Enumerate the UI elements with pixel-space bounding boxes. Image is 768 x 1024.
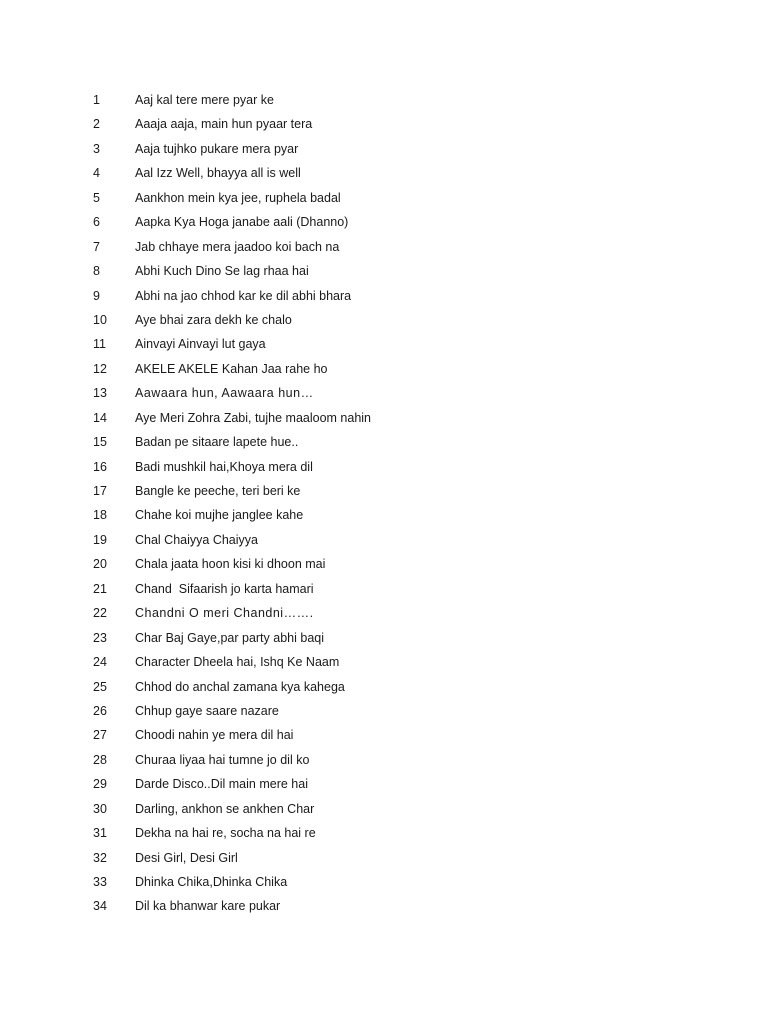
song-title: Aye bhai zara dekh ke chalo	[135, 312, 292, 327]
song-number: 30	[93, 801, 107, 816]
list-item	[0, 186, 768, 210]
song-number: 12	[93, 361, 107, 376]
list-item	[0, 577, 768, 601]
song-number: 23	[93, 630, 107, 645]
song-title: Chala jaata hoon kisi ki dhoon mai	[135, 557, 326, 572]
list-item	[0, 528, 768, 552]
list-item	[0, 381, 768, 405]
song-title: Aapka Kya Hoga janabe aali (Dhanno)	[135, 215, 349, 230]
song-title: Abhi na jao chhod kar ke dil abhi bhara	[135, 288, 352, 303]
song-title: Character Dheela hai, Ishq Ke Naam	[135, 655, 340, 670]
list-item	[0, 308, 768, 332]
list-item	[0, 846, 768, 870]
list-item	[0, 112, 768, 136]
song-number: 4	[93, 166, 100, 181]
song-number: 32	[93, 850, 107, 865]
song-title: Chahe koi mujhe janglee kahe	[135, 508, 304, 523]
list-item	[0, 601, 768, 625]
song-number: 22	[93, 606, 107, 621]
song-title: Chand Sifaarish jo karta hamari	[135, 581, 314, 596]
list-item	[0, 626, 768, 650]
song-number: 18	[93, 508, 107, 523]
list-item	[0, 699, 768, 723]
list-item	[0, 870, 768, 894]
song-title: Chhod do anchal zamana kya kahega	[135, 679, 345, 694]
song-title: Darling, ankhon se ankhen Char	[135, 801, 315, 816]
song-number: 3	[93, 141, 100, 156]
song-number: 15	[93, 435, 107, 450]
list-item	[0, 137, 768, 161]
list-item	[0, 723, 768, 747]
list-item	[0, 650, 768, 674]
song-title: Churaa liyaa hai tumne jo dil ko	[135, 752, 310, 767]
song-title: Aaja tujhko pukare mera pyar	[135, 141, 299, 156]
song-title: Ainvayi Ainvayi lut gaya	[135, 337, 266, 352]
list-item	[0, 552, 768, 576]
song-number: 21	[93, 581, 107, 596]
song-title: Darde Disco..Dil main mere hai	[135, 777, 308, 792]
song-title: Bangle ke peeche, teri beri ke	[135, 484, 301, 498]
song-title: Dil ka bhanwar kare pukar	[135, 899, 281, 914]
song-number: 10	[93, 312, 107, 327]
song-number: 17	[93, 484, 107, 498]
song-number: 11	[93, 337, 106, 352]
song-title: Aankhon mein kya jee, ruphela badal	[135, 190, 341, 205]
song-title: Aal Izz Well, bhayya all is well	[135, 166, 301, 181]
list-item	[0, 821, 768, 845]
song-number: 19	[93, 532, 107, 547]
list-item	[0, 259, 768, 283]
song-number: 29	[93, 777, 107, 792]
song-title: Dekha na hai re, socha na hai re	[135, 826, 316, 841]
song-title: Jab chhaye mera jaadoo koi bach na	[135, 239, 340, 254]
song-number: 13	[93, 386, 107, 401]
song-title: Abhi Kuch Dino Se lag rhaa hai	[135, 264, 309, 279]
list-item	[0, 406, 768, 430]
song-title: Aaaja aaja, main hun pyaar tera	[135, 117, 313, 132]
song-title: Chal Chaiyya Chaiyya	[135, 532, 258, 547]
song-number: 27	[93, 728, 107, 743]
list-item	[0, 430, 768, 454]
song-number: 34	[93, 899, 107, 914]
list-item	[0, 479, 768, 503]
song-title: Badi mushkil hai,Khoya mera dil	[135, 459, 313, 474]
song-title: Dhinka Chika,Dhinka Chika	[135, 875, 288, 889]
list-item	[0, 772, 768, 796]
list-item	[0, 284, 768, 308]
song-number: 9	[93, 288, 100, 303]
song-number: 8	[93, 264, 100, 279]
song-list	[0, 88, 768, 919]
song-title: Choodi nahin ye mera dil hai	[135, 728, 294, 743]
song-number: 33	[93, 875, 107, 889]
song-title: Chhup gaye saare nazare	[135, 703, 279, 718]
song-title: Aye Meri Zohra Zabi, tujhe maaloom nahin	[135, 410, 371, 425]
list-item	[0, 748, 768, 772]
list-item	[0, 235, 768, 259]
song-title: Aaj kal tere mere pyar ke	[135, 93, 274, 107]
song-number: 14	[93, 410, 107, 425]
song-number: 6	[93, 215, 100, 230]
song-number: 25	[93, 679, 107, 694]
song-number: 24	[93, 655, 107, 670]
song-title: Char Baj Gaye,par party abhi baqi	[135, 630, 324, 645]
song-number: 31	[93, 826, 107, 841]
list-item	[0, 797, 768, 821]
song-title: Badan pe sitaare lapete hue..	[135, 435, 299, 450]
list-item	[0, 332, 768, 356]
song-title: AKELE AKELE Kahan Jaa rahe ho	[135, 361, 328, 376]
song-number: 5	[93, 190, 100, 205]
song-number: 7	[93, 239, 100, 254]
song-number: 16	[93, 459, 107, 474]
song-title: Desi Girl, Desi Girl	[135, 850, 238, 865]
song-number: 2	[93, 117, 100, 132]
song-title: Aawaara hun, Aawaara hun…	[135, 386, 314, 401]
list-item	[0, 161, 768, 185]
list-item	[0, 357, 768, 381]
list-item	[0, 675, 768, 699]
list-item	[0, 88, 768, 112]
list-item	[0, 894, 768, 918]
list-item	[0, 503, 768, 527]
list-item	[0, 455, 768, 479]
song-number: 26	[93, 703, 107, 718]
song-number: 28	[93, 752, 107, 767]
song-title: Chandni O meri Chandni…….	[135, 606, 314, 621]
song-number: 20	[93, 557, 107, 572]
song-number: 1	[93, 93, 100, 107]
list-item	[0, 210, 768, 234]
